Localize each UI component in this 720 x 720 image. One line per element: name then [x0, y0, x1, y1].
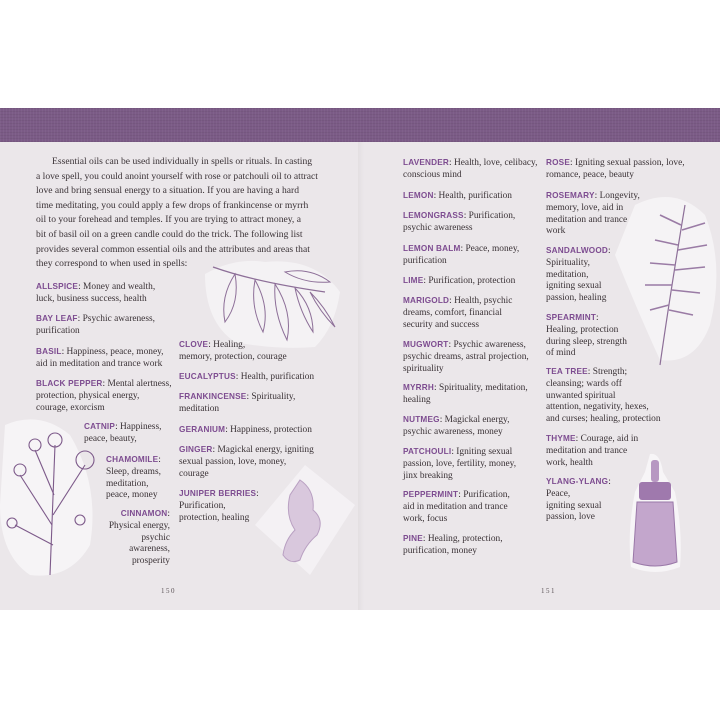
oil-name: ROSE: [546, 158, 571, 167]
oil-name: JUNIPER BERRIES: [179, 489, 257, 498]
oil-attributes: Healing, protection, purification, money: [403, 534, 503, 556]
oil-entry-catnip: CATNIP: Happiness, peace, beauty,: [84, 422, 162, 444]
oil-attributes: Sleep, dreams, meditation, peace, money: [106, 466, 161, 501]
oil-attributes: Happiness, peace, money, aid in meditation and trance work: [36, 347, 164, 369]
oil-attributes: Igniting sexual passion, love, romance, peace, beauty: [546, 158, 685, 180]
oil-attributes: Strength; cleansing; wards off unwanted spiritual attention, negativity, hexes, and curses; healing, protection: [546, 367, 661, 425]
oil-name: CINNAMON: [120, 509, 168, 518]
oil-name: MARIGOLD: [403, 296, 450, 305]
oil-entry-spearmint: SPEARMINT: Healing, protection during sleep, strength of mind: [546, 313, 627, 359]
oil-name: ALLSPICE: [36, 282, 79, 291]
oil-name: LIME: [403, 276, 424, 285]
oil-entry-sandalwood: SANDALWOOD: Spirituality, meditation, igniting sexual passion, healing: [546, 246, 611, 304]
oil-entry-lemon: LEMON: Health, purification: [403, 191, 512, 201]
oil-name: LEMON: [403, 191, 434, 200]
oil-attributes: Magickal energy, psychic awareness, money: [403, 415, 510, 437]
oil-attributes: Psychic awareness, psychic dreams, astral projection, spirituality: [403, 340, 529, 374]
page-number-left: 150: [161, 587, 176, 595]
oil-name: GINGER: [179, 445, 213, 454]
purple-header-band: [0, 108, 720, 142]
oil-entry-marigold: MARIGOLD: Health, psychic dreams, comfort, financial security and success: [403, 296, 513, 330]
oil-entry-ginger: GINGER: Magickal energy, igniting sexual passion, love, money, courage: [179, 445, 314, 479]
oil-name: BASIL: [36, 347, 62, 356]
oil-entry-frankincense: FRANKINCENSE: Spirituality, meditation: [179, 392, 296, 414]
oil-attributes: Happiness, peace, beauty,: [84, 422, 162, 444]
oil-name: MYRRH: [403, 383, 435, 392]
oil-entry-lavender: LAVENDER: Health, love, celibacy, conscious mind: [403, 158, 538, 180]
oil-name: TEA TREE: [546, 367, 588, 376]
oil-attributes: Purification, psychic awareness: [403, 211, 516, 233]
essential-oil-bottle-illustration: [625, 452, 685, 577]
oil-name: PATCHOULI: [403, 447, 452, 456]
oil-attributes: Purification, protection, healing: [179, 500, 250, 523]
oil-entry-rose: ROSE: Igniting sexual passion, love, romance, peace, beauty: [546, 158, 685, 180]
oil-attributes: Health, purification: [438, 191, 512, 201]
oil-entry-chamomile: CHAMOMILE: Sleep, dreams, meditation, peace, money: [106, 455, 161, 501]
oil-attributes: Purification, aid in meditation and trance work, focus: [403, 490, 510, 524]
oil-name: CATNIP: [84, 422, 116, 431]
oil-entry-eucalyptus: EUCALYPTUS: Health, purification: [179, 372, 315, 382]
oil-entry-lemongrass: LEMONGRASS: Purification, psychic awareness: [403, 211, 516, 233]
oil-entry-tea-tree: TEA TREE: Strength; cleansing; wards off unwanted spiritual attention, negativity, hexes, and curses; healing, protection: [546, 367, 661, 425]
oil-name: THYME: [546, 434, 576, 443]
oil-attributes: Healing, memory, protection, courage: [179, 340, 287, 362]
oil-name: BAY LEAF: [36, 314, 78, 323]
oil-attributes: Courage, aid in meditation and trance work, health: [546, 434, 639, 468]
oil-name: PEPPERMINT: [403, 490, 459, 499]
oil-attributes: Longevity, memory, love, aid in meditation and trance work: [546, 191, 640, 237]
oil-name: SPEARMINT: [546, 313, 597, 322]
ginger-root-illustration: [255, 465, 355, 575]
oil-entry-mugwort: MUGWORT: Psychic awareness, psychic dreams, astral projection, spirituality: [403, 340, 529, 374]
oil-attributes: Magickal energy, igniting sexual passion, love, money, courage: [179, 445, 314, 479]
oil-attributes: Peace, igniting sexual passion, love: [546, 488, 602, 523]
oil-attributes: Happiness, protection: [230, 425, 312, 435]
oil-attributes: Money and wealth, luck, business success, health: [36, 282, 156, 304]
oil-entry-bay-leaf: BAY LEAF: Psychic awareness, purification: [36, 314, 155, 336]
oil-entry-cinnamon: CINNAMON: Physical energy, psychic awareness, prosperity: [108, 509, 170, 567]
oil-name: GERANIUM: [179, 425, 226, 434]
oil-attributes: Mental alertness, protection, physical energy, courage, exorcism: [36, 379, 172, 413]
oil-name: FRANKINCENSE: [179, 392, 247, 401]
oil-entry-thyme: THYME: Courage, aid in meditation and trance work, health: [546, 434, 639, 468]
oil-entry-patchouli: PATCHOULI: Igniting sexual passion, love, fertility, money, jinx breaking: [403, 447, 517, 481]
oil-attributes: Spirituality, meditation: [179, 392, 296, 414]
oil-name: NUTMEG: [403, 415, 440, 424]
page-number-right: 151: [541, 587, 556, 595]
oil-name: SANDALWOOD: [546, 246, 609, 255]
oil-name: LAVENDER: [403, 158, 450, 167]
oil-name: CHAMOMILE: [106, 455, 159, 464]
oil-name: EUCALYPTUS: [179, 372, 236, 381]
oil-attributes: Igniting sexual passion, love, fertility, money, jinx breaking: [403, 447, 517, 481]
oil-attributes: Health, purification: [240, 372, 315, 382]
oil-entry-nutmeg: NUTMEG: Magickal energy, psychic awareness, money: [403, 415, 510, 437]
oil-entry-peppermint: PEPPERMINT: Purification, aid in meditation and trance work, focus: [403, 490, 510, 524]
oil-entry-lime: LIME: Purification, protection: [403, 276, 516, 286]
oil-name: YLANG-YLANG: [546, 477, 609, 486]
oil-attributes: Peace, money, purification: [403, 244, 520, 266]
oil-entry-pine: PINE: Healing, protection, purification, money: [403, 534, 503, 556]
oil-attributes: Spirituality, meditation, healing: [403, 383, 528, 405]
oil-entry-basil: BASIL: Happiness, peace, money, aid in meditation and trance work: [36, 347, 164, 369]
oil-entry-clove: CLOVE: Healing, memory, protection, courage: [179, 340, 287, 362]
oil-attributes: Psychic awareness, purification: [36, 314, 155, 336]
oil-entry-lemon-balm: LEMON BALM: Peace, money, purification: [403, 244, 520, 266]
oil-attributes: Health, love, celibacy, conscious mind: [403, 158, 538, 180]
oil-name: CLOVE: [179, 340, 209, 349]
book-gutter: [358, 142, 364, 610]
oil-name: MUGWORT: [403, 340, 449, 349]
oil-attributes: Health, psychic dreams, comfort, financial security and success: [403, 296, 513, 330]
oil-attributes: Healing, protection during sleep, strength of mind: [546, 324, 627, 359]
oil-entry-geranium: GERANIUM: Happiness, protection: [179, 425, 312, 435]
oil-entry-juniper-berries: JUNIPER BERRIES: Purification, protection, healing: [179, 489, 259, 523]
oil-entry-rosemary: ROSEMARY: Longevity, memory, love, aid in meditation and trance work: [546, 191, 640, 237]
oil-entry-ylang-ylang: YLANG-YLANG: Peace, igniting sexual passion, love: [546, 477, 611, 523]
oil-entry-black-pepper: BLACK PEPPER: Mental alertness, protection, physical energy, courage, exorcism: [36, 379, 172, 413]
oil-name: ROSEMARY: [546, 191, 595, 200]
oil-entry-myrrh: MYRRH: Spirituality, meditation, healing: [403, 383, 528, 405]
intro-paragraph: Essential oils can be used individually in spells or rituals. In casting a love spell, you could anoint yourself with rose or patchouli oil to attract love and bring sensual energy to a situation. If you are having a hard time meditating, you could apply a few drops of frankincense or myrrh oil to your forehead and temples. If you are trying to attract money, a bit of basil oil on a green candle could do the trick. The following list provides several common essential oils and the attributes and areas that they correspond to when used in spells:: [36, 156, 318, 270]
oil-name: LEMON BALM: [403, 244, 461, 253]
oil-attributes: Spirituality, meditation, igniting sexual passion, healing: [546, 257, 607, 304]
oil-name: LEMONGRASS: [403, 211, 464, 220]
oil-name: BLACK PEPPER: [36, 379, 103, 388]
oil-entry-allspice: ALLSPICE: Money and wealth, luck, business success, health: [36, 282, 156, 304]
oil-attributes: Purification, protection: [428, 276, 516, 286]
oil-name: PINE: [403, 534, 423, 543]
oil-attributes: Physical energy, psychic awareness, prosperity: [108, 520, 170, 567]
